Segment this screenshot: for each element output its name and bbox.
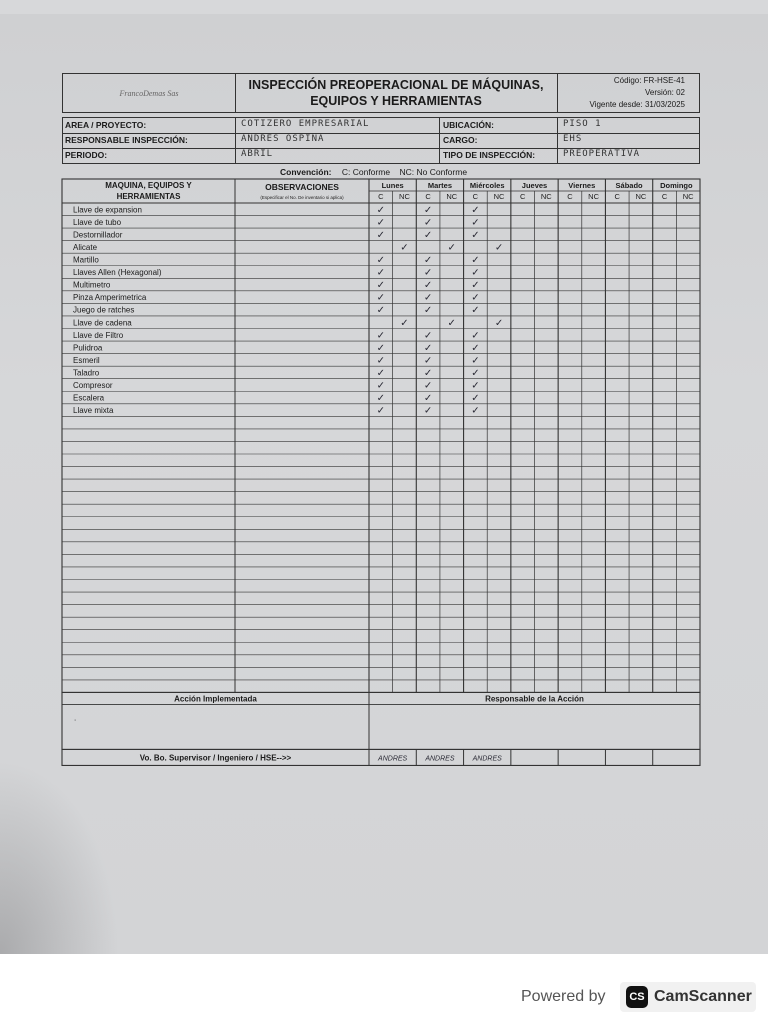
check-mark-15-0[interactable]: ✓ — [376, 393, 386, 405]
col-machine-header-2: HERRAMIENTAS — [116, 192, 181, 201]
check-mark-3-2[interactable]: ✓ — [494, 242, 504, 254]
check-mark-9-0[interactable]: ✓ — [400, 317, 409, 329]
day-header-5: Sábado — [615, 181, 643, 190]
day-nc-header-4: NC — [588, 192, 600, 201]
action-block — [62, 692, 700, 749]
check-mark-10-1[interactable]: ✓ — [423, 330, 433, 342]
check-mark-2-1[interactable]: ✓ — [423, 229, 433, 241]
check-mark-3-1[interactable]: ✓ — [447, 242, 456, 254]
col-observations-subheader: (Especificar el No. De inventario si aplica) — [260, 195, 344, 200]
day-header-3: Jueves — [521, 181, 548, 190]
location-value[interactable]: PISO 1 — [563, 119, 602, 129]
col-machine-header: MAQUINA, EQUIPOS Y — [105, 181, 192, 190]
day-c-header-5: C — [614, 192, 620, 201]
action-responsible-label: Responsable de la Acción — [485, 694, 584, 704]
signature-1[interactable]: ANDRES — [425, 755, 455, 763]
item-name-2: Destornillador — [73, 230, 123, 240]
check-mark-1-1[interactable]: ✓ — [423, 217, 433, 229]
signature-0[interactable]: ANDRES — [378, 755, 408, 763]
check-mark-16-1[interactable]: ✓ — [423, 405, 433, 417]
period-value[interactable]: ABRIL — [241, 149, 274, 159]
item-name-1: Llave de tubo — [73, 217, 122, 227]
position-label: CARGO: — [443, 135, 478, 145]
day-c-header-6: C — [661, 192, 668, 201]
check-mark-1-0[interactable]: ✓ — [376, 217, 386, 229]
check-mark-11-0[interactable]: ✓ — [376, 342, 386, 354]
check-mark-8-0[interactable]: ✓ — [376, 305, 386, 317]
day-header-4: Viernes — [568, 181, 596, 190]
check-mark-13-2[interactable]: ✓ — [471, 367, 480, 379]
day-header-0: Lunes — [381, 181, 404, 190]
check-mark-12-1[interactable]: ✓ — [423, 355, 433, 367]
position-value[interactable]: EHS — [563, 134, 583, 144]
item-name-5: Llaves Allen (Hexagonal) — [73, 268, 162, 278]
item-name-9: Llave de cadena — [73, 318, 132, 328]
item-name-10: Llave de Filtro — [73, 330, 124, 340]
check-mark-5-2[interactable]: ✓ — [471, 267, 480, 279]
day-nc-header-1: NC — [446, 192, 458, 201]
item-name-14: Compresor — [73, 381, 113, 390]
check-mark-1-2[interactable]: ✓ — [471, 217, 480, 229]
powered-by-text: Powered by — [521, 988, 606, 1005]
check-mark-4-1[interactable]: ✓ — [423, 255, 433, 266]
item-name-6: Multimetro — [73, 280, 111, 290]
check-mark-10-0[interactable]: ✓ — [376, 330, 386, 342]
camscanner-icon: CS — [626, 986, 648, 1008]
item-name-13: Taladro — [73, 368, 100, 378]
signature-2[interactable]: ANDRES — [472, 755, 502, 763]
valid-from-text: Vigente desde: 31/03/2025 — [589, 100, 685, 109]
day-c-header-3: C — [519, 192, 526, 201]
day-nc-header-3: NC — [540, 192, 552, 201]
item-name-11: Pulidroa — [73, 343, 103, 353]
day-header-1: Martes — [427, 181, 453, 190]
check-mark-0-2[interactable]: ✓ — [471, 204, 480, 216]
check-mark-7-0[interactable]: ✓ — [376, 292, 386, 304]
title-line-2: EQUIPOS Y HERRAMIENTAS — [310, 94, 482, 108]
code-text: Código: FR-HSE-41 — [613, 76, 685, 85]
check-mark-0-1[interactable]: ✓ — [423, 204, 433, 216]
day-nc-header-2: NC — [493, 192, 505, 201]
check-mark-7-1[interactable]: ✓ — [423, 292, 433, 304]
area-value[interactable]: COTIZERO EMPRESARIAL — [241, 119, 370, 129]
check-mark-7-2[interactable]: ✓ — [471, 292, 480, 304]
item-name-7: Pinza Amperimetrica — [73, 293, 147, 303]
location-label: UBICACIÓN: — [443, 120, 494, 130]
camscanner-logo[interactable] — [620, 982, 756, 1012]
item-name-12: Esmeril — [73, 355, 100, 365]
area-label: AREA / PROYECTO: — [65, 120, 147, 130]
approval-label: Vo. Bo. Supervisor / Ingeniero / HSE-->> — [139, 753, 292, 763]
inspection-type-value[interactable]: PREOPERATIVA — [563, 149, 641, 159]
camscanner-brand: CamScanner — [654, 988, 752, 1005]
check-mark-12-0[interactable]: ✓ — [376, 355, 386, 367]
check-mark-8-1[interactable]: ✓ — [423, 305, 433, 317]
logo-text: FrancoDemas Sas — [119, 88, 179, 98]
check-mark-4-2[interactable]: ✓ — [471, 255, 480, 266]
check-mark-13-0[interactable]: ✓ — [376, 367, 386, 379]
item-name-15: Escalera — [73, 393, 105, 403]
item-name-3: Alicate — [73, 242, 98, 252]
check-mark-15-2[interactable]: ✓ — [471, 393, 480, 405]
check-mark-5-1[interactable]: ✓ — [423, 267, 433, 279]
day-nc-header-6: NC — [682, 192, 694, 201]
day-c-header-1: C — [425, 192, 431, 201]
check-mark-16-0[interactable]: ✓ — [376, 405, 386, 417]
day-c-header-2: C — [472, 192, 479, 201]
check-mark-3-0[interactable]: ✓ — [400, 242, 409, 254]
check-mark-15-1[interactable]: ✓ — [423, 393, 433, 405]
check-mark-16-2[interactable]: ✓ — [471, 405, 480, 417]
action-implemented-value[interactable]: . — [74, 713, 77, 723]
item-name-16: Llave mixta — [73, 406, 114, 416]
responsible-value[interactable]: ANDRES OSPINA — [241, 134, 325, 144]
check-mark-9-2[interactable]: ✓ — [494, 317, 504, 329]
check-mark-8-2[interactable]: ✓ — [471, 305, 480, 317]
period-label: PERIODO: — [65, 150, 108, 160]
check-mark-9-1[interactable]: ✓ — [447, 317, 456, 329]
check-mark-10-2[interactable]: ✓ — [471, 330, 480, 342]
check-mark-6-2[interactable]: ✓ — [471, 280, 480, 292]
item-name-8: Juego de ratches — [73, 305, 135, 315]
check-mark-11-1[interactable]: ✓ — [423, 342, 433, 354]
check-mark-12-2[interactable]: ✓ — [471, 355, 480, 367]
day-c-header-4: C — [567, 192, 573, 201]
responsible-label: RESPONSABLE INSPECCIÓN: — [65, 135, 188, 145]
title-line-1: INSPECCIÓN PREOPERACIONAL DE MÁQUINAS, — [248, 78, 544, 92]
convention-c: C: Conforme — [341, 167, 391, 177]
action-implemented-label: Acción Implementada — [174, 694, 257, 704]
check-mark-0-0[interactable]: ✓ — [376, 204, 386, 216]
check-mark-13-1[interactable]: ✓ — [423, 367, 433, 379]
check-mark-14-1[interactable]: ✓ — [423, 380, 433, 392]
day-c-header-0: C — [378, 192, 384, 201]
check-mark-5-0[interactable]: ✓ — [376, 267, 386, 279]
item-name-0: Llave de expansion — [73, 205, 142, 215]
version-text: Versión: 02 — [644, 88, 685, 97]
day-header-2: Miércoles — [469, 181, 505, 190]
check-mark-4-0[interactable]: ✓ — [376, 255, 386, 266]
check-mark-14-2[interactable]: ✓ — [471, 380, 480, 392]
check-mark-11-2[interactable]: ✓ — [471, 342, 480, 354]
check-mark-2-0[interactable]: ✓ — [376, 229, 386, 241]
day-nc-header-0: NC — [399, 192, 410, 201]
check-mark-14-0[interactable]: ✓ — [376, 380, 386, 392]
check-mark-6-0[interactable]: ✓ — [376, 280, 386, 292]
check-mark-2-2[interactable]: ✓ — [471, 229, 480, 241]
check-mark-6-1[interactable]: ✓ — [423, 280, 433, 292]
inspection-type-label: TIPO DE INSPECCIÓN: — [443, 150, 536, 160]
item-name-4: Martillo — [73, 255, 99, 265]
convention-nc: NC: No Conforme — [399, 167, 468, 177]
day-header-6: Domingo — [660, 181, 693, 190]
convention-label: Convención: — [280, 167, 332, 177]
day-nc-header-5: NC — [635, 192, 647, 201]
col-observations-header: OBSERVACIONES — [265, 182, 339, 192]
